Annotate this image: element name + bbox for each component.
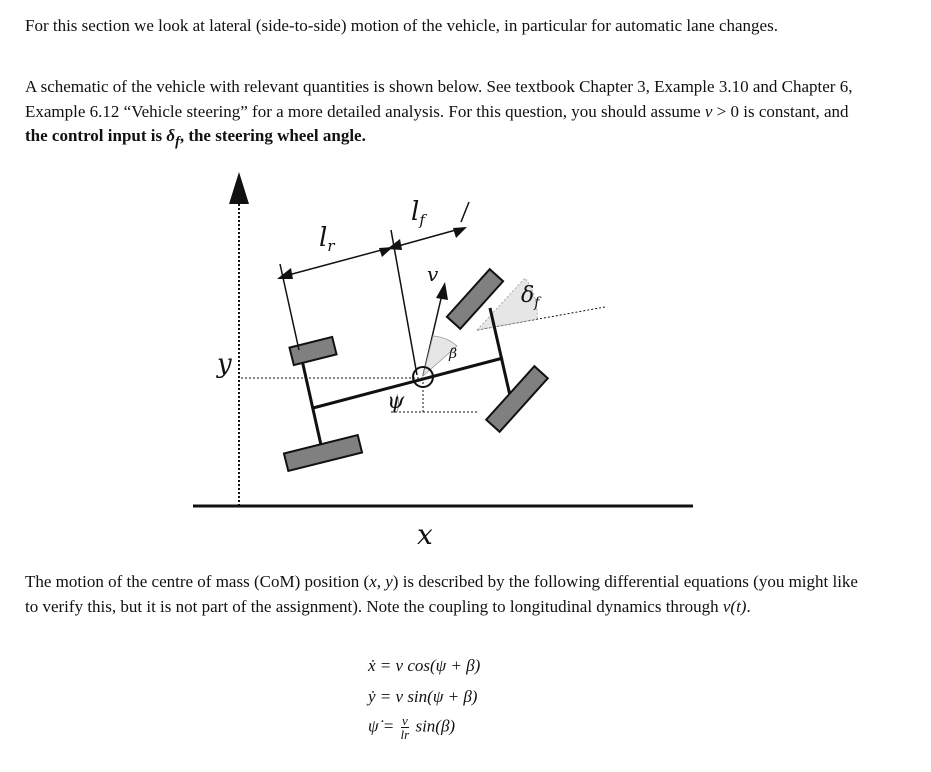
equation-y-dot: ẏ = v sin(ψ + β) [368,687,478,706]
label-psi: ψ [387,389,405,414]
label-lr: lr [319,223,335,255]
rear-axle [302,360,321,445]
schematic-paragraph: A schematic of the vehicle with relevant quantities is shown below. See textbook Chapter 3, Example 3.10 and Chapter 6, Example 6.12 “Vehicle steering” for a more detailed analysis. For this question, you should assume v > 0 is constant, and the control input is $\delta_f$, the steering wheel angle. [25,77,853,150]
lf-arrowhead-right [453,227,467,238]
lf-dimension-arrow [391,228,463,248]
fraction-v-over-lr: $\frac{v}{lr}$ [400,713,410,742]
front-right-wheel [486,366,548,432]
equation-psi-dot: ψ̇ = $\frac{v}{lr}$ sin(β) [368,713,456,742]
lr-arrowhead-left [277,268,293,279]
equations-intro-paragraph: The motion of the centre of mass (CoM) position (x, y) is described by the following differential equations (you might like to verify this, but it is not part of the assignment). Note the coupling to longitudinal dynamics through v(t). [25,572,858,616]
label-beta: β [449,346,458,362]
lr-extension-mid [391,230,417,375]
label-v: v [427,262,439,286]
intro-paragraph: For this section we look at lateral (side-to-side) motion of the vehicle, in particular for automatic lane changes. [25,16,778,35]
equation-x-dot: ẋ = v cos(ψ + β) [368,656,481,675]
label-x: x [417,518,433,551]
lr-dimension-arrow [281,248,389,277]
y-axis-arrowhead [229,172,249,204]
label-y: y [217,349,232,379]
vehicle-schematic-diagram [185,168,705,553]
label-lf: lf [411,197,425,229]
chassis-axis [313,358,503,408]
rear-right-wheel [284,435,362,471]
lf-arrowhead-left [387,239,402,250]
lf-extension-front [461,202,469,222]
label-delta: $\delta_f$ [521,283,540,311]
